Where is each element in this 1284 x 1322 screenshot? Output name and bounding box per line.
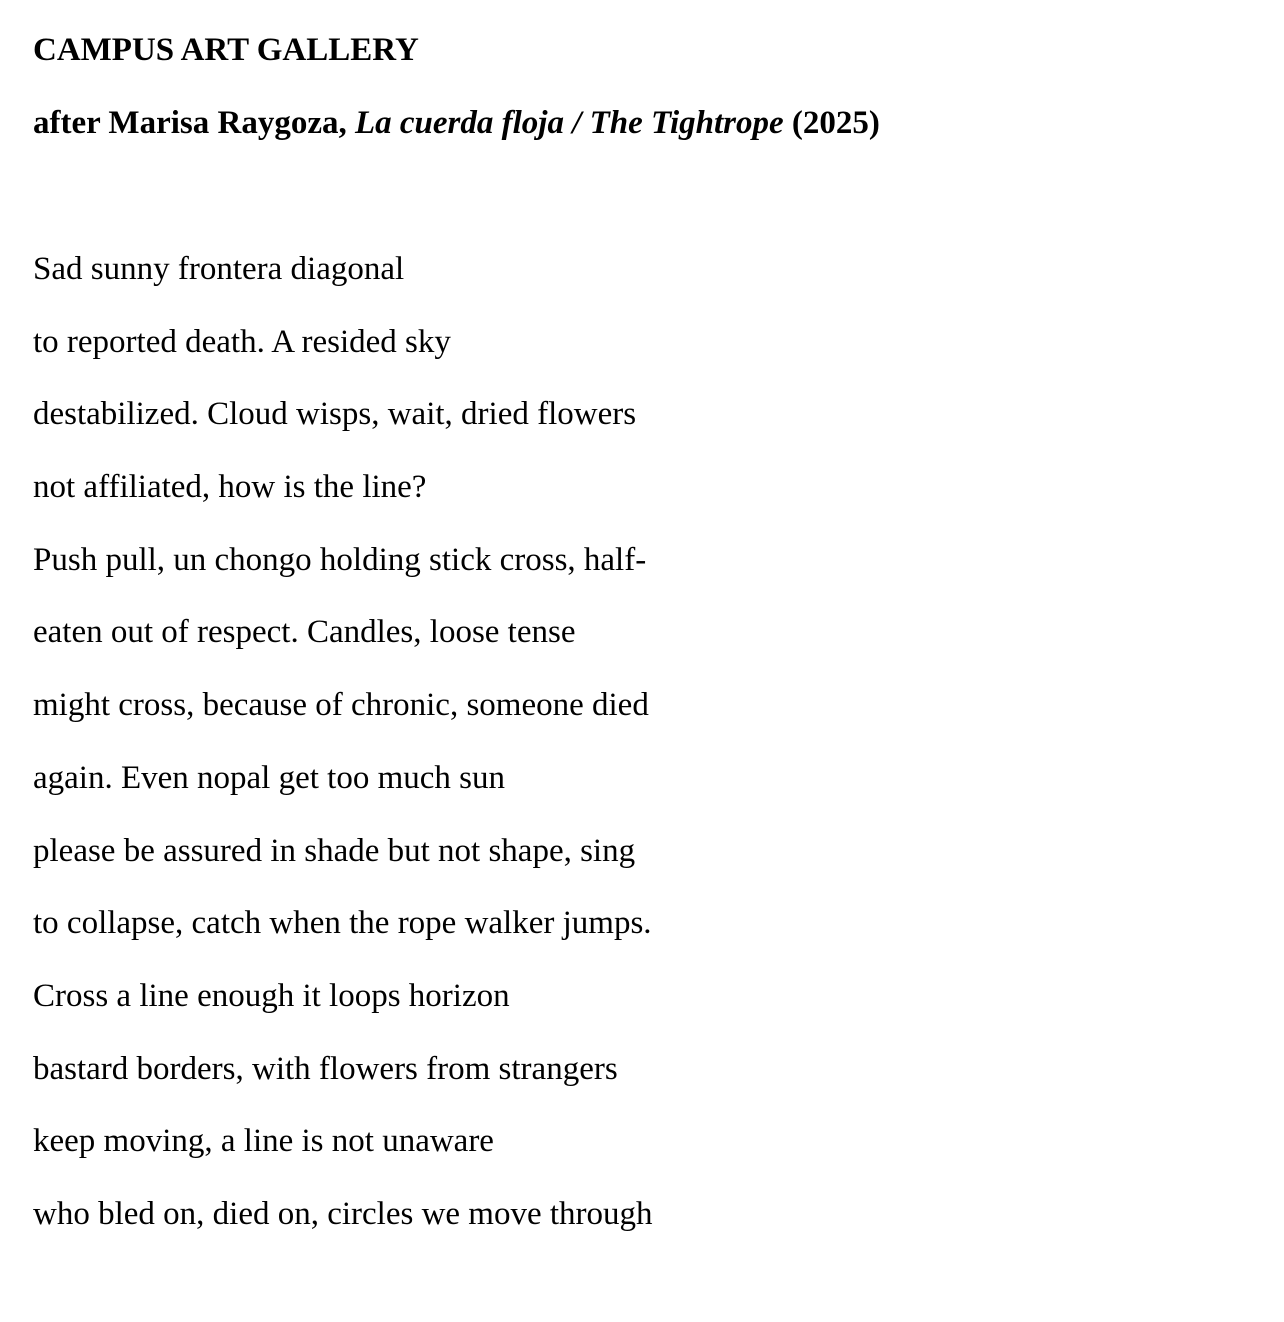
poem-line: eaten out of respect. Candles, loose tense	[33, 614, 576, 651]
poem-line: Sad sunny frontera diagonal	[33, 251, 405, 287]
subtitle-year: (2025)	[783, 105, 880, 141]
poem-line: to reported death. A resided sky	[33, 323, 451, 360]
poem-line: not affiliated, how is the line?	[33, 469, 427, 506]
gallery-heading: CAMPUS ART GALLERY	[33, 32, 419, 68]
poem-line: keep moving, a line is not unaware	[33, 1123, 494, 1160]
poem-line: Push pull, un chongo holding stick cross, half-	[33, 541, 647, 578]
poem-line: Cross a line enough it loops horizon	[33, 977, 510, 1014]
poem-line: bastard borders, with flowers from strangers	[33, 1050, 618, 1087]
poem-subtitle	[33, 101, 880, 145]
poem-line: to collapse, catch when the rope walker jumps.	[33, 905, 652, 942]
subtitle-prefix: after Marisa Raygoza,	[33, 105, 355, 141]
poem-line: might cross, because of chronic, someone died	[33, 687, 649, 724]
subtitle-work-title: La cuerda floja / The Tightrope	[354, 105, 784, 141]
poem-line: please be assured in shade but not shape, sing	[33, 832, 636, 869]
poem-line: again. Even nopal get too much sun	[33, 759, 505, 796]
poem-body	[33, 247, 653, 1265]
poem-line: destabilized. Cloud wisps, wait, dried flowers	[33, 396, 637, 433]
poem-line: who bled on, died on, circles we move through	[33, 1195, 653, 1232]
